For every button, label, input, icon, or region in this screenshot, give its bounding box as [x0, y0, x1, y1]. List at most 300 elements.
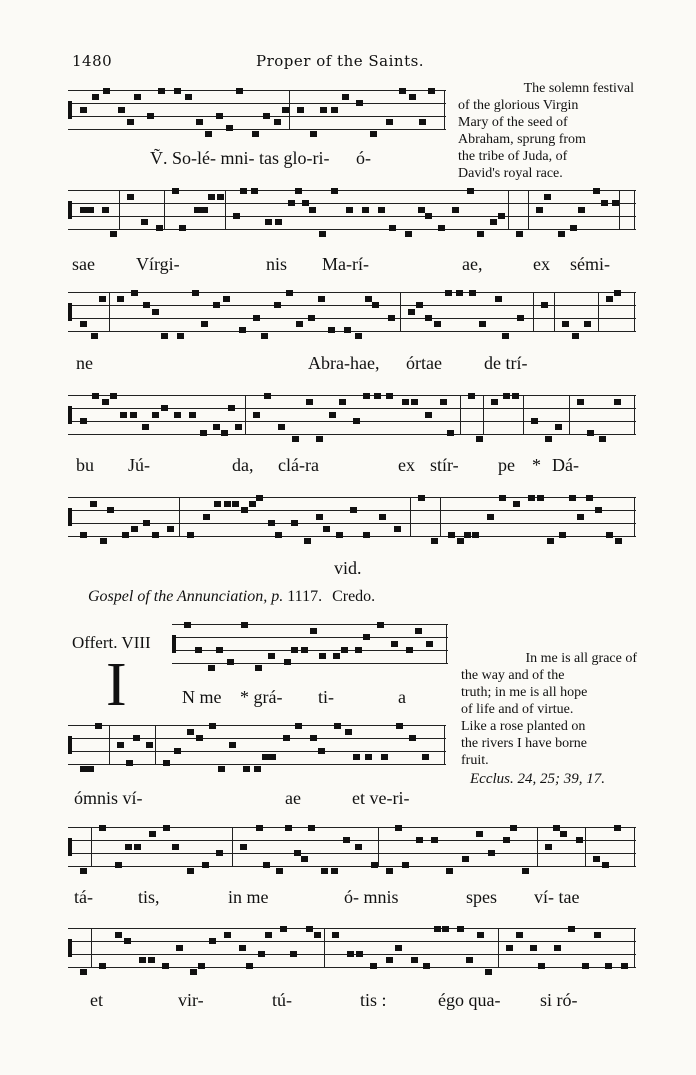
- neume: [226, 125, 233, 131]
- neume: [127, 119, 134, 125]
- neume: [143, 302, 150, 308]
- neume: [606, 532, 613, 538]
- neume: [264, 393, 271, 399]
- bar-line: [91, 827, 92, 866]
- neume: [268, 653, 275, 659]
- neume: [158, 88, 165, 94]
- neume: [568, 926, 575, 932]
- neume: [249, 501, 256, 507]
- neume: [516, 231, 523, 237]
- neume: [329, 412, 336, 418]
- neume: [466, 957, 473, 963]
- neume: [353, 754, 360, 760]
- lyric-syllable: ae: [285, 788, 301, 808]
- lyric-syllable: Ma-rí-: [322, 254, 369, 274]
- neume: [213, 302, 220, 308]
- staff-line: [172, 637, 448, 638]
- chant-staff: [68, 827, 636, 871]
- neume: [545, 436, 552, 442]
- bar-line: [446, 624, 447, 663]
- neume: [545, 844, 552, 850]
- neume: [295, 723, 302, 729]
- lyric-syllable: clá-ra: [278, 455, 319, 475]
- neume: [254, 766, 261, 772]
- staff-line: [68, 827, 636, 828]
- neume: [538, 963, 545, 969]
- bar-line: [634, 928, 635, 967]
- neume: [342, 94, 349, 100]
- bar-line: [179, 497, 180, 536]
- neume: [425, 315, 432, 321]
- staff-line: [68, 751, 446, 752]
- lyric-syllable: tá-: [74, 887, 93, 907]
- neume: [217, 194, 224, 200]
- bar-line: [634, 190, 635, 229]
- neume: [363, 634, 370, 640]
- neume: [152, 412, 159, 418]
- lyric-syllable: Vírgi-: [136, 254, 180, 274]
- lyric-syllable: ti-: [318, 687, 334, 707]
- neume: [406, 647, 413, 653]
- bar-line: [109, 725, 110, 764]
- neume: [163, 825, 170, 831]
- neume: [355, 647, 362, 653]
- neume: [416, 302, 423, 308]
- neume: [353, 418, 360, 424]
- neume: [172, 844, 179, 850]
- neume: [438, 225, 445, 231]
- neume: [356, 100, 363, 106]
- neume: [411, 399, 418, 405]
- neume: [208, 194, 215, 200]
- staff-line: [68, 331, 636, 332]
- lyric-syllable: tis :: [360, 990, 387, 1010]
- neume: [253, 412, 260, 418]
- neume: [143, 520, 150, 526]
- staff-line: [68, 941, 636, 942]
- bar-line: [440, 497, 441, 536]
- neume: [195, 647, 202, 653]
- neume: [239, 327, 246, 333]
- staff-line: [68, 523, 636, 524]
- neume: [209, 938, 216, 944]
- neume: [606, 296, 613, 302]
- neume: [456, 290, 463, 296]
- neume: [194, 207, 201, 213]
- gospel-page: 1117.: [287, 588, 323, 605]
- neume: [107, 507, 114, 513]
- bar-line: [554, 292, 555, 331]
- neume: [405, 231, 412, 237]
- neume: [381, 754, 388, 760]
- neume: [200, 430, 207, 436]
- neume: [239, 945, 246, 951]
- clef-icon: [68, 939, 72, 957]
- neume: [595, 507, 602, 513]
- neume: [614, 825, 621, 831]
- lyric-syllable: et: [90, 990, 103, 1010]
- neume: [256, 825, 263, 831]
- neume: [192, 290, 199, 296]
- bar-line: [537, 827, 538, 866]
- neume: [261, 333, 268, 339]
- lyric-syllable: stír-: [430, 455, 459, 475]
- neume: [386, 868, 393, 874]
- neume: [223, 296, 230, 302]
- neume: [536, 207, 543, 213]
- clef-icon: [68, 508, 72, 526]
- neume: [189, 412, 196, 418]
- neume: [174, 88, 181, 94]
- lyric-syllable: sémi-: [570, 254, 610, 274]
- neume: [241, 507, 248, 513]
- bar-line: [289, 90, 290, 129]
- neume: [141, 219, 148, 225]
- neume: [316, 436, 323, 442]
- lyric-syllable: et ve-ri-: [352, 788, 410, 808]
- neume: [528, 495, 535, 501]
- neume: [517, 315, 524, 321]
- neume: [370, 963, 377, 969]
- neume: [370, 131, 377, 137]
- lyric-syllable: tú-: [272, 990, 292, 1010]
- lyric-syllable: si ró-: [540, 990, 578, 1010]
- neume: [468, 393, 475, 399]
- staff-line: [68, 116, 446, 117]
- neume: [334, 723, 341, 729]
- bar-line: [460, 395, 461, 434]
- neume: [122, 532, 129, 538]
- neume: [531, 418, 538, 424]
- bar-line: [119, 190, 120, 229]
- neume: [310, 131, 317, 137]
- neume: [134, 94, 141, 100]
- neume: [558, 231, 565, 237]
- neume: [161, 405, 168, 411]
- scripture-reference: Ecclus. 24, 25; 39, 17.: [470, 771, 605, 787]
- translation-note-offertory: [461, 650, 637, 769]
- neume: [240, 844, 247, 850]
- neume: [577, 399, 584, 405]
- clef-icon: [68, 406, 72, 424]
- neume: [452, 207, 459, 213]
- lyric-syllable: ex: [398, 455, 415, 475]
- note-line: Abraham, sprung from: [458, 132, 586, 147]
- neume: [402, 862, 409, 868]
- neume: [446, 868, 453, 874]
- neume: [90, 501, 97, 507]
- bar-line: [324, 928, 325, 967]
- neume: [426, 641, 433, 647]
- neume: [246, 963, 253, 969]
- neume: [291, 647, 298, 653]
- lyric-syllable: bu: [76, 455, 94, 475]
- neume: [577, 514, 584, 520]
- neume: [419, 119, 426, 125]
- neume: [601, 200, 608, 206]
- neume: [374, 393, 381, 399]
- neume: [578, 207, 585, 213]
- note-line: The solemn festival: [523, 81, 634, 96]
- neume: [163, 760, 170, 766]
- neume: [196, 735, 203, 741]
- staff-line: [68, 229, 636, 230]
- neume: [295, 188, 302, 194]
- neume: [570, 225, 577, 231]
- neume: [599, 436, 606, 442]
- neume: [87, 766, 94, 772]
- neume: [179, 225, 186, 231]
- neume: [252, 131, 259, 137]
- neume: [292, 436, 299, 442]
- neume: [262, 754, 269, 760]
- neume: [422, 754, 429, 760]
- neume: [513, 501, 520, 507]
- neume: [187, 868, 194, 874]
- neume: [172, 188, 179, 194]
- clef-icon: [68, 201, 72, 219]
- staff-line: [68, 203, 636, 204]
- note-line: Like a rose planted on: [461, 719, 586, 734]
- neume: [265, 932, 272, 938]
- bar-line: [585, 827, 586, 866]
- neume: [391, 641, 398, 647]
- neume: [605, 963, 612, 969]
- neume: [309, 207, 316, 213]
- neume: [103, 88, 110, 94]
- neume: [174, 748, 181, 754]
- bar-line: [232, 827, 233, 866]
- neume: [485, 969, 492, 975]
- neume: [522, 868, 529, 874]
- lyric-syllable: órtae: [406, 353, 442, 373]
- neume: [167, 526, 174, 532]
- neume: [445, 290, 452, 296]
- note-line: of the glorious Virgin: [458, 98, 579, 113]
- neume: [477, 231, 484, 237]
- neume: [544, 194, 551, 200]
- neume: [395, 945, 402, 951]
- neume: [416, 837, 423, 843]
- lyric-syllable: Ṽ. So-lé- mni- tas glo-ri-: [150, 148, 330, 168]
- neume: [331, 868, 338, 874]
- neume: [187, 729, 194, 735]
- neume: [541, 302, 548, 308]
- neume: [386, 957, 393, 963]
- neume: [560, 831, 567, 837]
- neume: [346, 207, 353, 213]
- neume: [318, 748, 325, 754]
- bar-line: [483, 395, 484, 434]
- staff-line: [68, 305, 636, 306]
- neume: [296, 321, 303, 327]
- neume: [457, 538, 464, 544]
- neume: [447, 430, 454, 436]
- neume: [258, 951, 265, 957]
- staff-line: [172, 663, 448, 664]
- bar-line: [225, 190, 226, 229]
- neume: [274, 119, 281, 125]
- neume: [232, 501, 239, 507]
- neume: [434, 321, 441, 327]
- neume: [331, 107, 338, 113]
- gospel-reference: [88, 588, 375, 606]
- chant-staff: [68, 497, 636, 541]
- bar-line: [569, 395, 570, 434]
- neume: [553, 825, 560, 831]
- neume: [224, 501, 231, 507]
- neume: [286, 290, 293, 296]
- neume: [184, 622, 191, 628]
- note-line: the tribe of Juda, of: [458, 149, 568, 164]
- neume: [316, 514, 323, 520]
- neume: [350, 507, 357, 513]
- neume: [331, 188, 338, 194]
- neume: [434, 926, 441, 932]
- bar-line: [634, 292, 635, 331]
- neume: [593, 188, 600, 194]
- neume: [584, 321, 591, 327]
- bar-line: [533, 292, 534, 331]
- translation-note: [458, 80, 634, 182]
- neume: [236, 88, 243, 94]
- staff-line: [68, 292, 636, 293]
- neume: [214, 501, 221, 507]
- neume: [339, 399, 346, 405]
- neume: [265, 219, 272, 225]
- neume: [555, 424, 562, 430]
- neume: [457, 926, 464, 932]
- neume: [362, 207, 369, 213]
- neume: [314, 932, 321, 938]
- staff-line: [68, 395, 636, 396]
- neume: [146, 742, 153, 748]
- bar-line: [410, 497, 411, 536]
- neume: [621, 963, 628, 969]
- neume: [388, 315, 395, 321]
- neume: [510, 825, 517, 831]
- neume: [100, 538, 107, 544]
- neume: [95, 723, 102, 729]
- neume: [306, 399, 313, 405]
- neume: [386, 119, 393, 125]
- neume: [235, 424, 242, 430]
- note-line: Mary of the seed of: [458, 115, 568, 130]
- lyric-syllable: * grá-: [240, 687, 283, 707]
- bar-line: [155, 725, 156, 764]
- neume: [233, 213, 240, 219]
- staff-line: [68, 408, 636, 409]
- note-line: David's royal race.: [458, 166, 563, 181]
- neume: [355, 333, 362, 339]
- neume: [120, 412, 127, 418]
- neume: [152, 532, 159, 538]
- neume: [213, 424, 220, 430]
- lyric-syllable: nis: [266, 254, 288, 274]
- neume: [343, 837, 350, 843]
- neume: [162, 963, 169, 969]
- neume: [464, 532, 471, 538]
- chant-staff: [68, 395, 636, 439]
- neume: [133, 735, 140, 741]
- note-line: In me is all grace of: [525, 651, 637, 666]
- neume: [228, 405, 235, 411]
- neume: [80, 418, 87, 424]
- neume: [124, 938, 131, 944]
- offertory-label: Offert. VIII: [72, 633, 151, 652]
- neume: [502, 333, 509, 339]
- neume: [394, 526, 401, 532]
- neume: [310, 628, 317, 634]
- neume: [499, 495, 506, 501]
- bar-line: [598, 292, 599, 331]
- neume: [131, 526, 138, 532]
- neume: [418, 495, 425, 501]
- neume: [263, 113, 270, 119]
- neume: [396, 723, 403, 729]
- lyric-syllable: sae: [72, 254, 95, 274]
- neume: [476, 436, 483, 442]
- neume: [80, 321, 87, 327]
- neume: [411, 957, 418, 963]
- neume: [614, 399, 621, 405]
- neume: [562, 321, 569, 327]
- neume: [321, 868, 328, 874]
- staff-line: [68, 129, 446, 130]
- neume: [110, 231, 117, 237]
- neume: [347, 951, 354, 957]
- neume: [488, 850, 495, 856]
- neume: [363, 393, 370, 399]
- neume: [288, 200, 295, 206]
- neume: [115, 932, 122, 938]
- chant-staff: [172, 624, 448, 668]
- neume: [409, 735, 416, 741]
- lyric-syllable: ómnis ví-: [74, 788, 143, 808]
- neume: [91, 333, 98, 339]
- neume: [275, 532, 282, 538]
- neume: [615, 538, 622, 544]
- neume: [355, 844, 362, 850]
- neume: [559, 532, 566, 538]
- neume: [283, 735, 290, 741]
- lyric-syllable: in me: [228, 887, 269, 907]
- neume: [554, 945, 561, 951]
- neume: [290, 951, 297, 957]
- neume: [442, 926, 449, 932]
- neume: [130, 412, 137, 418]
- chant-staff: [68, 90, 446, 134]
- neume: [582, 963, 589, 969]
- neume: [80, 766, 87, 772]
- neume: [576, 837, 583, 843]
- neume: [284, 659, 291, 665]
- bar-line: [91, 928, 92, 967]
- neume: [92, 94, 99, 100]
- neume: [275, 219, 282, 225]
- neume: [594, 932, 601, 938]
- neume: [127, 194, 134, 200]
- neume: [87, 207, 94, 213]
- neume: [372, 302, 379, 308]
- note-line: the way and of the: [461, 668, 565, 683]
- neume: [506, 945, 513, 951]
- neume: [462, 856, 469, 862]
- neume: [344, 327, 351, 333]
- staff-line: [68, 866, 636, 867]
- neume: [431, 538, 438, 544]
- neume: [80, 107, 87, 113]
